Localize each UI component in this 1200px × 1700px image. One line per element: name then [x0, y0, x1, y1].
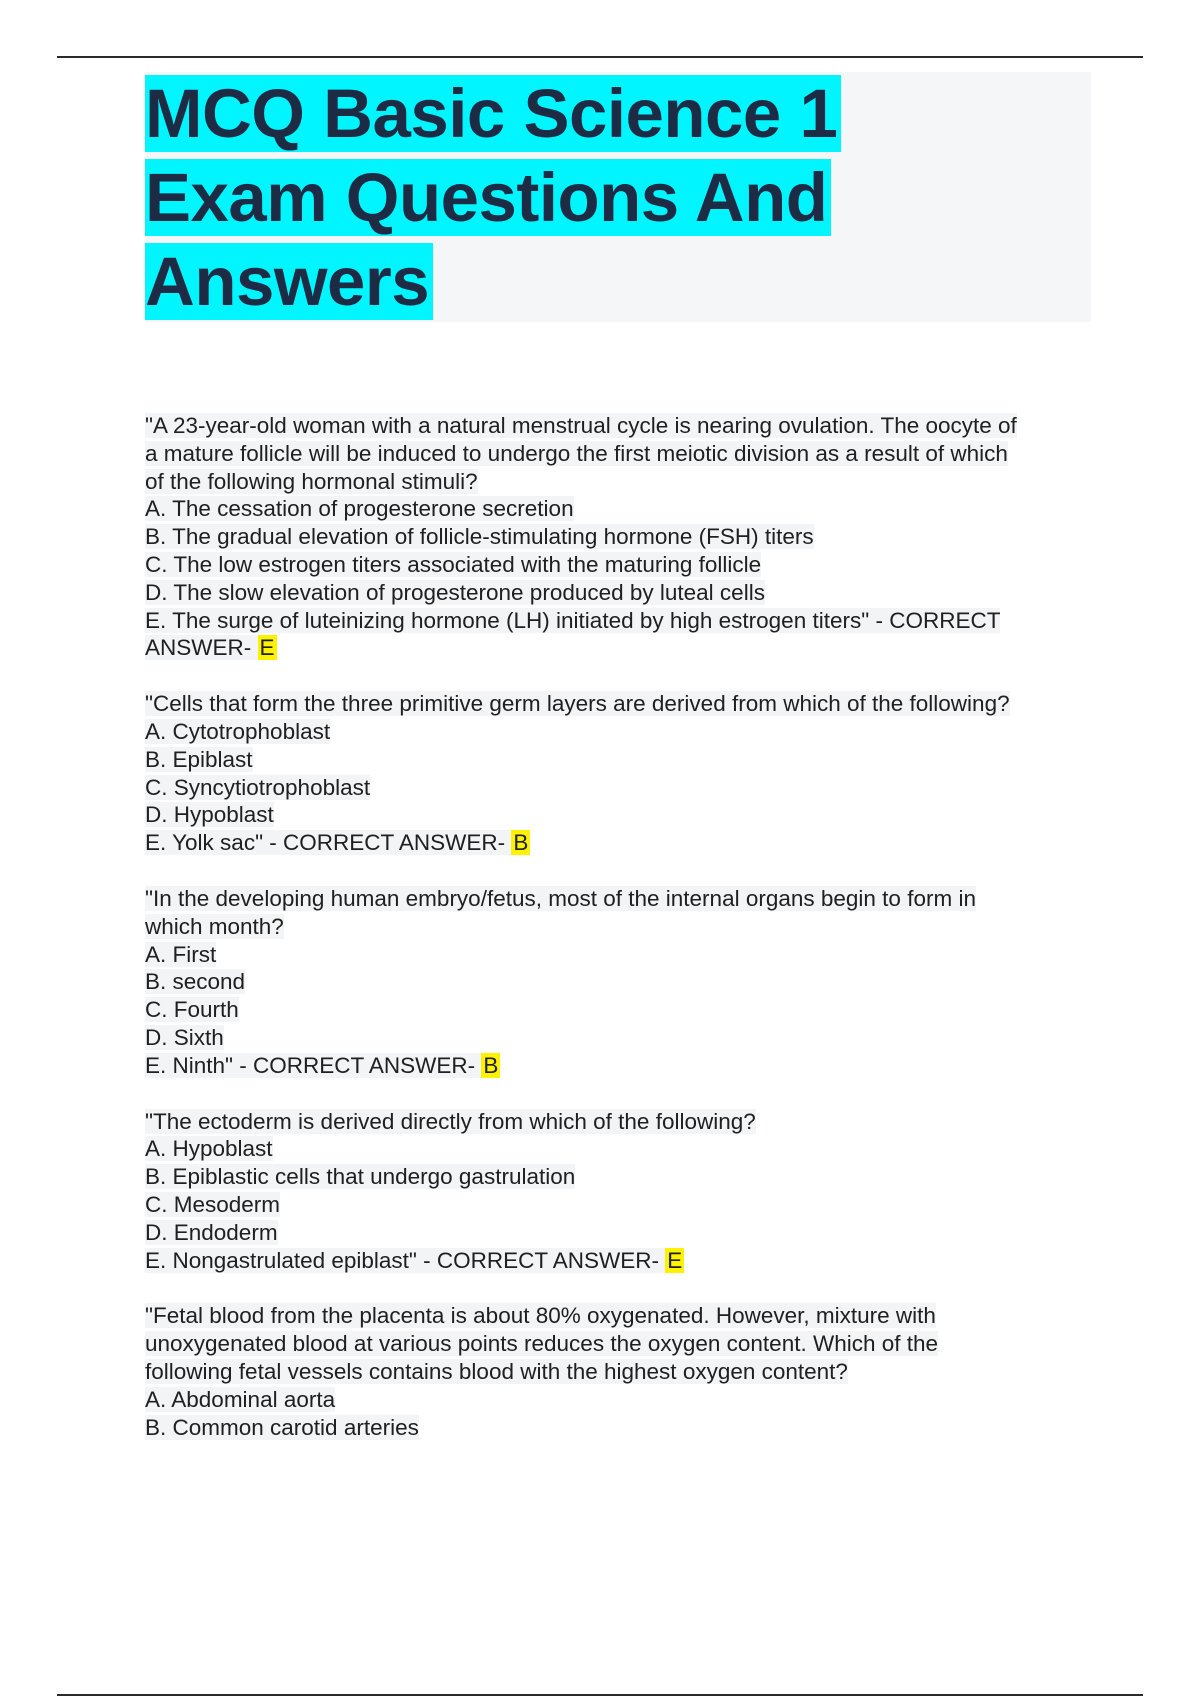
question-4-correct-answer: E [667, 1247, 683, 1273]
question-1-option-a: A. The cessation of progesterone secretion [145, 496, 574, 522]
question-1-option-e: E. The surge of luteinizing hormone (LH) initiated by high estrogen titers" - CORRECT [145, 607, 1001, 633]
question-3-stem-line: which month? [145, 913, 284, 939]
question-1-option-d: D. The slow elevation of progesterone produced by luteal cells [145, 579, 765, 605]
question-5-stem-line: unoxygenated blood at various points reduces the oxygen content. Which of the [145, 1331, 939, 1357]
question-3-option-e: E. Ninth" - CORRECT ANSWER- [145, 1052, 482, 1078]
question-1-stem-line: a mature follicle will be induced to undergo the first meiotic division as a result of which [145, 440, 1008, 466]
question-4-option-d: D. Endoderm [145, 1219, 278, 1245]
title-block [145, 72, 1091, 322]
question-2-option-d: D. Hypoblast [145, 802, 274, 828]
question-1-answer-label: ANSWER- [145, 635, 258, 661]
question-1-option-b: B. The gradual elevation of follicle-stimulating hormone (FSH) titers [145, 524, 814, 550]
page-title [145, 72, 1091, 324]
question-3-correct-answer: B [483, 1052, 499, 1078]
question-2 [145, 690, 1095, 857]
title-line-1: MCQ Basic Science 1 [145, 75, 841, 152]
question-1-correct-answer: E [259, 635, 275, 661]
title-line-3: Answers [145, 243, 433, 320]
question-5-option-b: B. Common carotid arteries [145, 1414, 419, 1440]
question-4-stem-line: "The ectoderm is derived directly from which of the following? [145, 1108, 756, 1134]
question-3-option-c: C. Fourth [145, 997, 239, 1023]
question-3-option-a: A. First [145, 941, 217, 967]
question-2-option-c: C. Syncytiotrophoblast [145, 774, 371, 800]
question-3-option-b: B. second [145, 969, 246, 995]
question-2-option-b: B. Epiblast [145, 746, 253, 772]
question-2-correct-answer: B [513, 830, 529, 856]
question-3 [145, 885, 1095, 1080]
question-list [145, 412, 1095, 1469]
question-2-stem-line: "Cells that form the three primitive germ layers are derived from which of the following? [145, 691, 1010, 717]
question-1 [145, 412, 1095, 662]
question-4-option-c: C. Mesoderm [145, 1191, 281, 1217]
question-4-option-b: B. Epiblastic cells that undergo gastrulation [145, 1164, 576, 1190]
top-rule [57, 56, 1143, 58]
question-2-option-e: E. Yolk sac" - CORRECT ANSWER- [145, 830, 512, 856]
question-5 [145, 1302, 1095, 1441]
question-4 [145, 1108, 1095, 1275]
question-2-option-a: A. Cytotrophoblast [145, 718, 331, 744]
bottom-rule [57, 1694, 1143, 1696]
question-5-stem-line: "Fetal blood from the placenta is about 80% oxygenated. However, mixture with [145, 1303, 936, 1329]
title-line-2: Exam Questions And [145, 159, 831, 236]
question-1-stem-line: of the following hormonal stimuli? [145, 468, 478, 494]
question-5-stem-line: following fetal vessels contains blood with the highest oxygen content? [145, 1358, 848, 1384]
question-5-option-a: A. Abdominal aorta [145, 1386, 336, 1412]
question-4-option-a: A. Hypoblast [145, 1136, 273, 1162]
question-1-stem-line: "A 23-year-old woman with a natural menstrual cycle is nearing ovulation. The oocyte of [145, 413, 1017, 438]
question-3-stem-line: "In the developing human embryo/fetus, most of the internal organs begin to form in [145, 885, 976, 911]
question-4-option-e: E. Nongastrulated epiblast" - CORRECT ANSWER- [145, 1247, 666, 1273]
question-3-option-d: D. Sixth [145, 1024, 224, 1050]
question-1-option-c: C. The low estrogen titers associated with the maturing follicle [145, 551, 762, 577]
